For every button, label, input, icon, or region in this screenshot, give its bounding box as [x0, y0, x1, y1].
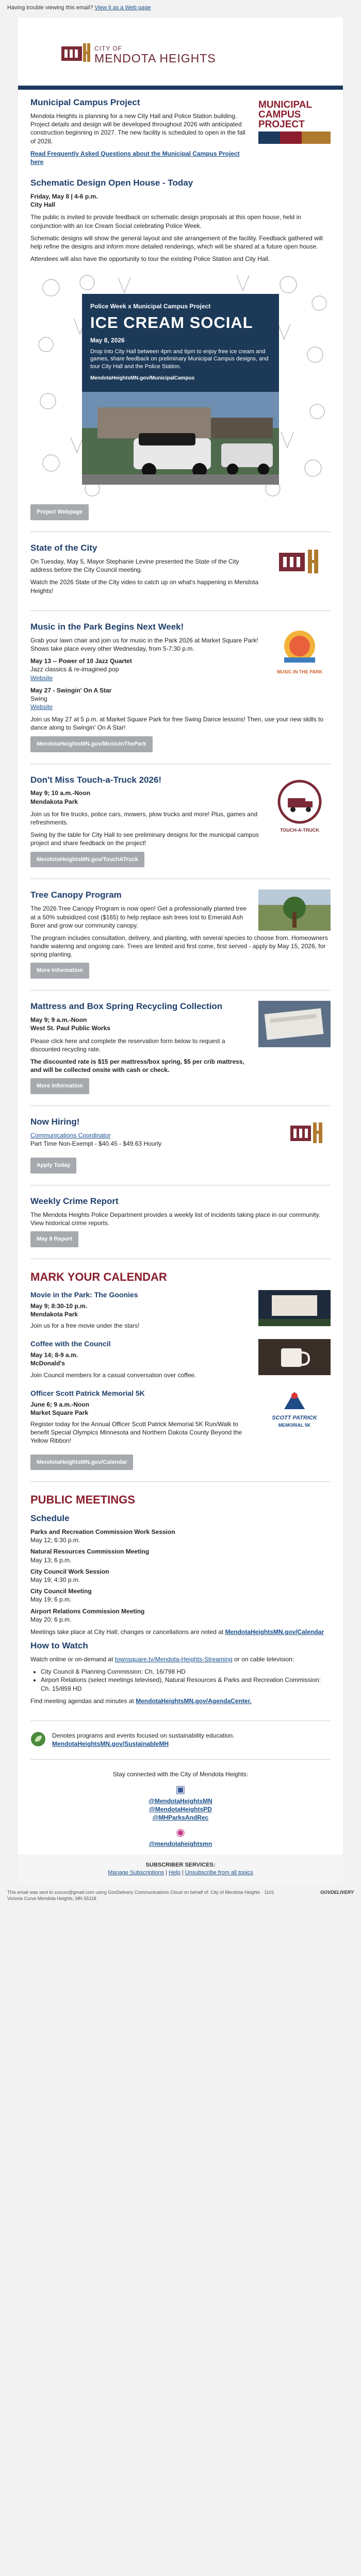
truck-badge-icon [276, 779, 323, 825]
fivek-title: Officer Scott Patrick Memorial 5K [30, 1389, 145, 1397]
stateofcity-p1: On Tuesday, May 5, Mayor Stephanie Levine presented the State of the City address before the City Council meeting. [30, 558, 239, 574]
coffee-where: McDonald's [30, 1360, 65, 1367]
mattress-title: Mattress and Box Spring Recycling Collection [30, 1001, 223, 1012]
touchtruck-title: Don't Miss Touch-a-Truck 2026! [30, 774, 162, 785]
music-link-button[interactable]: MendotaHeightsMN.gov/MusicInThePark [30, 736, 153, 752]
meeting-date: May 13; 6 p.m. [30, 1556, 72, 1564]
watch-intro: Watch online or on-demand at [30, 1656, 113, 1663]
leaf-icon [30, 1731, 46, 1747]
campus-title: Municipal Campus Project [30, 97, 140, 107]
openhouse-title: Schematic Design Open House - Today [30, 178, 193, 188]
open-house-section [18, 172, 343, 526]
ice-cream-social-banner [82, 294, 279, 485]
music-e1-desc: Jazz classics & re-imagined pop [30, 666, 119, 673]
mattress-when: May 9; 9 a.m.-Noon [30, 1016, 87, 1024]
openhouse-when: Friday, May 8 | 4-6 p.m. [30, 193, 98, 200]
state-of-city-section [18, 537, 343, 605]
badge-line3: PROJECT [258, 119, 305, 130]
instagram-icon[interactable]: ◉ [176, 1827, 185, 1839]
municipal-campus-section [18, 90, 343, 172]
badge-stripe [258, 131, 331, 144]
goonies-title: Movie in the Park: The Goonies [30, 1290, 138, 1299]
touchtruck-badge [269, 774, 331, 852]
movie-screen-photo-icon [258, 1290, 331, 1326]
city-logo-icon [61, 41, 91, 64]
subscriber-services-label: SUBSCRIBER SERVICES: [145, 1862, 216, 1869]
mattress-more-info-button[interactable]: More Information [30, 1078, 89, 1094]
crime-report-button[interactable]: May 8 Report [30, 1231, 78, 1247]
meeting-item [30, 1607, 331, 1624]
mattress-p1: Please click here and complete the reservation form below to request a discounted recycling rate. [30, 1037, 225, 1053]
goonies-where: Mendakota Park [30, 1310, 78, 1318]
meeting-date: May 19; 4:30 p.m. [30, 1576, 80, 1584]
music-e2-website-link[interactable]: Website [30, 703, 53, 711]
openhouse-p1: The public is invited to provide feedback on schematic design proposals at this open house, held in conjunction with an Ice Cream Social celebrating Police Week. [30, 213, 301, 229]
facebook-icon[interactable]: ▣ [175, 1784, 186, 1795]
meeting-item [30, 1547, 331, 1564]
view-in-browser-bar [0, 0, 361, 18]
ig-link[interactable]: @mendotaheightsmn [149, 1840, 212, 1848]
city-logo-hiring-icon [284, 1116, 331, 1152]
meeting-name: Airport Relations Commission Meeting [30, 1607, 145, 1615]
divider [30, 1105, 331, 1106]
fivek-badge1: SCOTT PATRICK [272, 1415, 317, 1421]
project-webpage-button[interactable]: Project Webpage [30, 504, 89, 520]
music-badge [269, 621, 331, 711]
music-in-park-section [18, 616, 343, 758]
fivek-where: Market Square Park [30, 1409, 89, 1416]
city-logo-thumbnail-icon [269, 542, 331, 584]
cable-bullet: • City Council & Planning Commission: Ch. 16/798 HD [41, 1667, 331, 1676]
legal-text: This email was sent to xxxxxx@gmail.com using GovDelivery Communications Cloud on behalf of: City of Mendota Heights · 1101 Victoria Curve Mendota Heights, MN 55118 [7, 1890, 274, 1902]
hiring-job-link[interactable]: Communications Coordinator [30, 1132, 111, 1140]
calendar-section [18, 1264, 343, 1476]
touchtruck-p1: Join us for fire trucks, police cars, mowers, plow trucks and more! Plus, games and refreshments. [30, 810, 258, 826]
runner-icon [274, 1389, 315, 1412]
mattress-photo-icon [258, 1001, 331, 1047]
meeting-date: May 20; 6 p.m. [30, 1615, 72, 1623]
coffee-desc: Join Council members for a casual conversation over coffee. [30, 1371, 196, 1379]
music-e2-when: May 27 - Swingin' On A Star [30, 686, 112, 694]
fb-city-link[interactable]: @MendotaHeightsMN [149, 1797, 212, 1805]
calendar-heading: MARK YOUR CALENDAR [30, 1270, 167, 1284]
watch-title: How to Watch [30, 1641, 88, 1651]
touchtruck-where: Mendakota Park [30, 798, 78, 805]
tree-planting-photo-icon [258, 889, 331, 931]
meeting-date: May 12; 6:30 p.m. [30, 1537, 80, 1544]
meetings-note: Meetings take place at City Hall; changes or cancellations are noted at [30, 1628, 224, 1636]
coffee-when: May 14; 8-9 a.m. [30, 1351, 78, 1359]
view-web-page-link[interactable]: View it as a Web page [94, 5, 151, 11]
trees-more-info-button[interactable]: More Information [30, 963, 89, 979]
badge-line1: MUNICIPAL [258, 100, 313, 110]
meetings-calendar-link[interactable]: MendotaHeightsMN.gov/Calendar [225, 1628, 324, 1636]
social-section [18, 1765, 343, 1854]
email-body [18, 18, 343, 1884]
openhouse-p3: Attendees will also have the opportunity to tour the existing Police Station and City Hall. [30, 255, 270, 263]
touchtruck-p2: Swing by the table for City Hall to see preliminary designs for the municipal campus project and share feedback on the project! [30, 831, 259, 847]
fivek-desc: Register today for the Annual Officer Scott Patrick Memorial 5K Run/Walk to benefit Special Olympics Minnesota and Northern Dakota County Beyond the Yellow Ribbon! [30, 1421, 242, 1445]
mattress-where: West St. Paul Public Works [30, 1025, 110, 1032]
social-title: Stay connected with the City of Mendota Heights: [112, 1771, 249, 1778]
banner-text: Drop into City Hall between 4pm and 6pm to enjoy free ice cream and games, share feedback on preliminary Municipal Campus designs, and tour City Hall and the Police Station. [90, 348, 269, 370]
divider [30, 610, 331, 611]
meetings-heading: PUBLIC MEETINGS [30, 1493, 135, 1507]
fivek-badge [258, 1389, 331, 1449]
mattress-recycling-section [18, 996, 343, 1100]
music-e2-desc: Swing [30, 695, 47, 702]
hiring-job-desc: Part Time Non-Exempt - $40.45 - $49.63 Hourly [30, 1140, 162, 1148]
goonies-desc: Join us for a free movie under the stars! [30, 1322, 140, 1330]
music-badge-label: MUSIC IN THE PARK [276, 669, 323, 675]
police-vehicles-photo-icon [82, 392, 279, 485]
campus-faq-link[interactable]: Read Frequently Asked Questions about the Municipal Campus Project here [30, 150, 240, 166]
meeting-name: City Council Work Session [30, 1567, 109, 1575]
touchtruck-badge-label: TOUCH-A-TRUCK [280, 827, 319, 833]
touchtruck-when: May 9; 10 a.m.-Noon [30, 789, 91, 797]
meeting-name: Parks and Recreation Commission Work Session [30, 1528, 175, 1536]
sustain-text: Denotes programs and events focused on sustainability education. [52, 1732, 235, 1740]
calendar-link-button[interactable]: MendotaHeightsMN.gov/Calendar [30, 1455, 133, 1471]
campus-badge [258, 97, 331, 166]
agenda-text: Find meeting agendas and minutes at [30, 1697, 134, 1705]
logo-city-label: CITY OF [94, 45, 123, 52]
header-band [18, 86, 343, 90]
trees-p1: The 2026 Tree Canopy Program is now open! Get a professionally planted tree at a 50% subsidized cost ($165) to help replace ash trees lost to Emerald Ash Borer and grow our community canopy. [30, 905, 247, 929]
goonies-when: May 9; 8:30-10 p.m. [30, 1302, 88, 1310]
crime-p1: The Mendota Heights Police Department provides a weekly list of incidents taking place in our community. View historical crime reports. [30, 1211, 321, 1227]
mattress-p2: The discounted rate is $15 per mattress/box spring, $5 per crib mattress, and will be collected onsite with cash or check. [30, 1058, 244, 1074]
now-hiring-section [18, 1111, 343, 1180]
meeting-item [30, 1587, 331, 1604]
meeting-name: City Council Meeting [30, 1588, 92, 1595]
badge-line2: CAMPUS [258, 109, 301, 120]
calendar-item-coffee [30, 1339, 331, 1383]
divider [30, 1759, 331, 1760]
sustain-link[interactable]: MendotaHeightsMN.gov/SustainableMH [52, 1740, 169, 1748]
help-link[interactable]: Help [169, 1870, 180, 1876]
banner-top: Police Week x Municipal Campus Project [90, 303, 211, 310]
fb-parks-link[interactable]: @MHParksAndRec [152, 1813, 209, 1821]
music-intro: Grab your lawn chair and join us for music in the Park 2026 at Market Square Park! Shows take place every other Wednesday, from 5-7:30 p.m. [30, 636, 258, 652]
meeting-item [30, 1528, 331, 1544]
apply-today-button[interactable]: Apply Today [30, 1158, 76, 1174]
sustainability-note [18, 1726, 343, 1754]
email-header [18, 18, 343, 86]
music-title: Music in the Park Begins Next Week! [30, 621, 184, 632]
divider [30, 1481, 331, 1482]
banner-date: May 8, 2026 [90, 337, 125, 344]
calendar-item-5k [30, 1389, 331, 1449]
schedule-title: Schedule [30, 1513, 70, 1524]
touchtruck-link-button[interactable]: MendotaHeightsMN.gov/TouchATruck [30, 852, 144, 868]
openhouse-where: City Hall [30, 201, 56, 209]
fb-pd-link[interactable]: @MendotaHeightsPD [149, 1805, 212, 1813]
trees-title: Tree Canopy Program [30, 890, 122, 900]
crime-report-section [18, 1191, 343, 1253]
campus-body: Mendota Heights is planning for a new City Hall and Police Station building. Project details and design will be developed throughout 2026 with anticipated construction beginning in 2027. The new facility is scheduled to open in the fall of 2028. [30, 112, 245, 145]
ice-cream-flyer-area [30, 267, 331, 504]
stateofcity-p2: Watch the 2026 State of the City video to catch up on what's happening in Mendota Heights! [30, 579, 259, 595]
unsubscribe-link[interactable]: Unsubscribe from all topics [185, 1870, 253, 1876]
meeting-name: Natural Resources Commission Meeting [30, 1548, 150, 1556]
legal-footer [0, 1884, 361, 1913]
watch-stream-link[interactable]: townsquare.tv/Mendota-Heights-Streaming [114, 1656, 233, 1663]
music-e2-more: Join us May 27 at 5 p.m. at Market Square Park for free Swing Dance lessons! Then, use your new skills to dance along to Swingin' On A Star! [30, 716, 324, 732]
fivek-badge2: MEMORIAL 5K [278, 1422, 311, 1428]
trees-p2: The program includes consultation, delivery, and planting, with several species to choose from. Homeowners handle watering and ongoing care. Trees are limited and first come, first served - apply by May 15, 2026, for spring planting. [30, 934, 328, 959]
view-prefix: Having trouble viewing this email? [7, 5, 93, 11]
watch-intro2: or on cable television: [234, 1656, 294, 1663]
crime-title: Weekly Crime Report [30, 1196, 119, 1207]
agenda-center-link[interactable]: MendotaHeightsMN.gov/AgendaCenter. [136, 1697, 252, 1705]
logo-city-name: MENDOTA HEIGHTS [94, 52, 216, 65]
hiring-title: Now Hiring! [30, 1117, 80, 1127]
music-sun-icon [274, 625, 325, 667]
tree-canopy-section [18, 884, 343, 985]
touch-a-truck-section [18, 769, 343, 874]
govdelivery-logo: GOVDELIVERY [320, 1890, 354, 1895]
manage-subscriptions-link[interactable]: Manage Subscriptions [108, 1870, 165, 1876]
music-e1-when: May 13 -- Power of 10 Jazz Quartet [30, 657, 132, 665]
stateofcity-title: State of the City [30, 543, 97, 553]
banner-title: ICE CREAM SOCIAL [90, 313, 253, 332]
banner-url: MendotaHeightsMN.gov/MunicipalCampus [90, 375, 195, 382]
coffee-title: Coffee with the Council [30, 1340, 111, 1348]
public-meetings-section [18, 1487, 343, 1715]
calendar-item-goonies [30, 1290, 331, 1334]
openhouse-p2: Schematic designs will show the general layout and site arrangement of the facility. Feedback gathered will help refine the designs and inform more detailed renderings, which will be shared at a future open house. [30, 234, 323, 250]
fivek-when: June 6; 9 a.m.-Noon [30, 1400, 90, 1408]
cable-channel-list [41, 1667, 331, 1693]
cable-bullet: • Airport Relations (select meetings televised), Natural Resources & Parks and Recreation Commission: Ch. 15/859 HD [41, 1676, 331, 1692]
meeting-date: May 19; 6 p.m. [30, 1596, 72, 1604]
meeting-item [30, 1567, 331, 1584]
email-footer: SUBSCRIBER SERVICES: Manage Subscriptions | Help | Unsubscribe from all topics [18, 1854, 343, 1884]
coffee-cup-photo-icon [258, 1339, 331, 1375]
music-e1-website-link[interactable]: Website [30, 674, 53, 682]
